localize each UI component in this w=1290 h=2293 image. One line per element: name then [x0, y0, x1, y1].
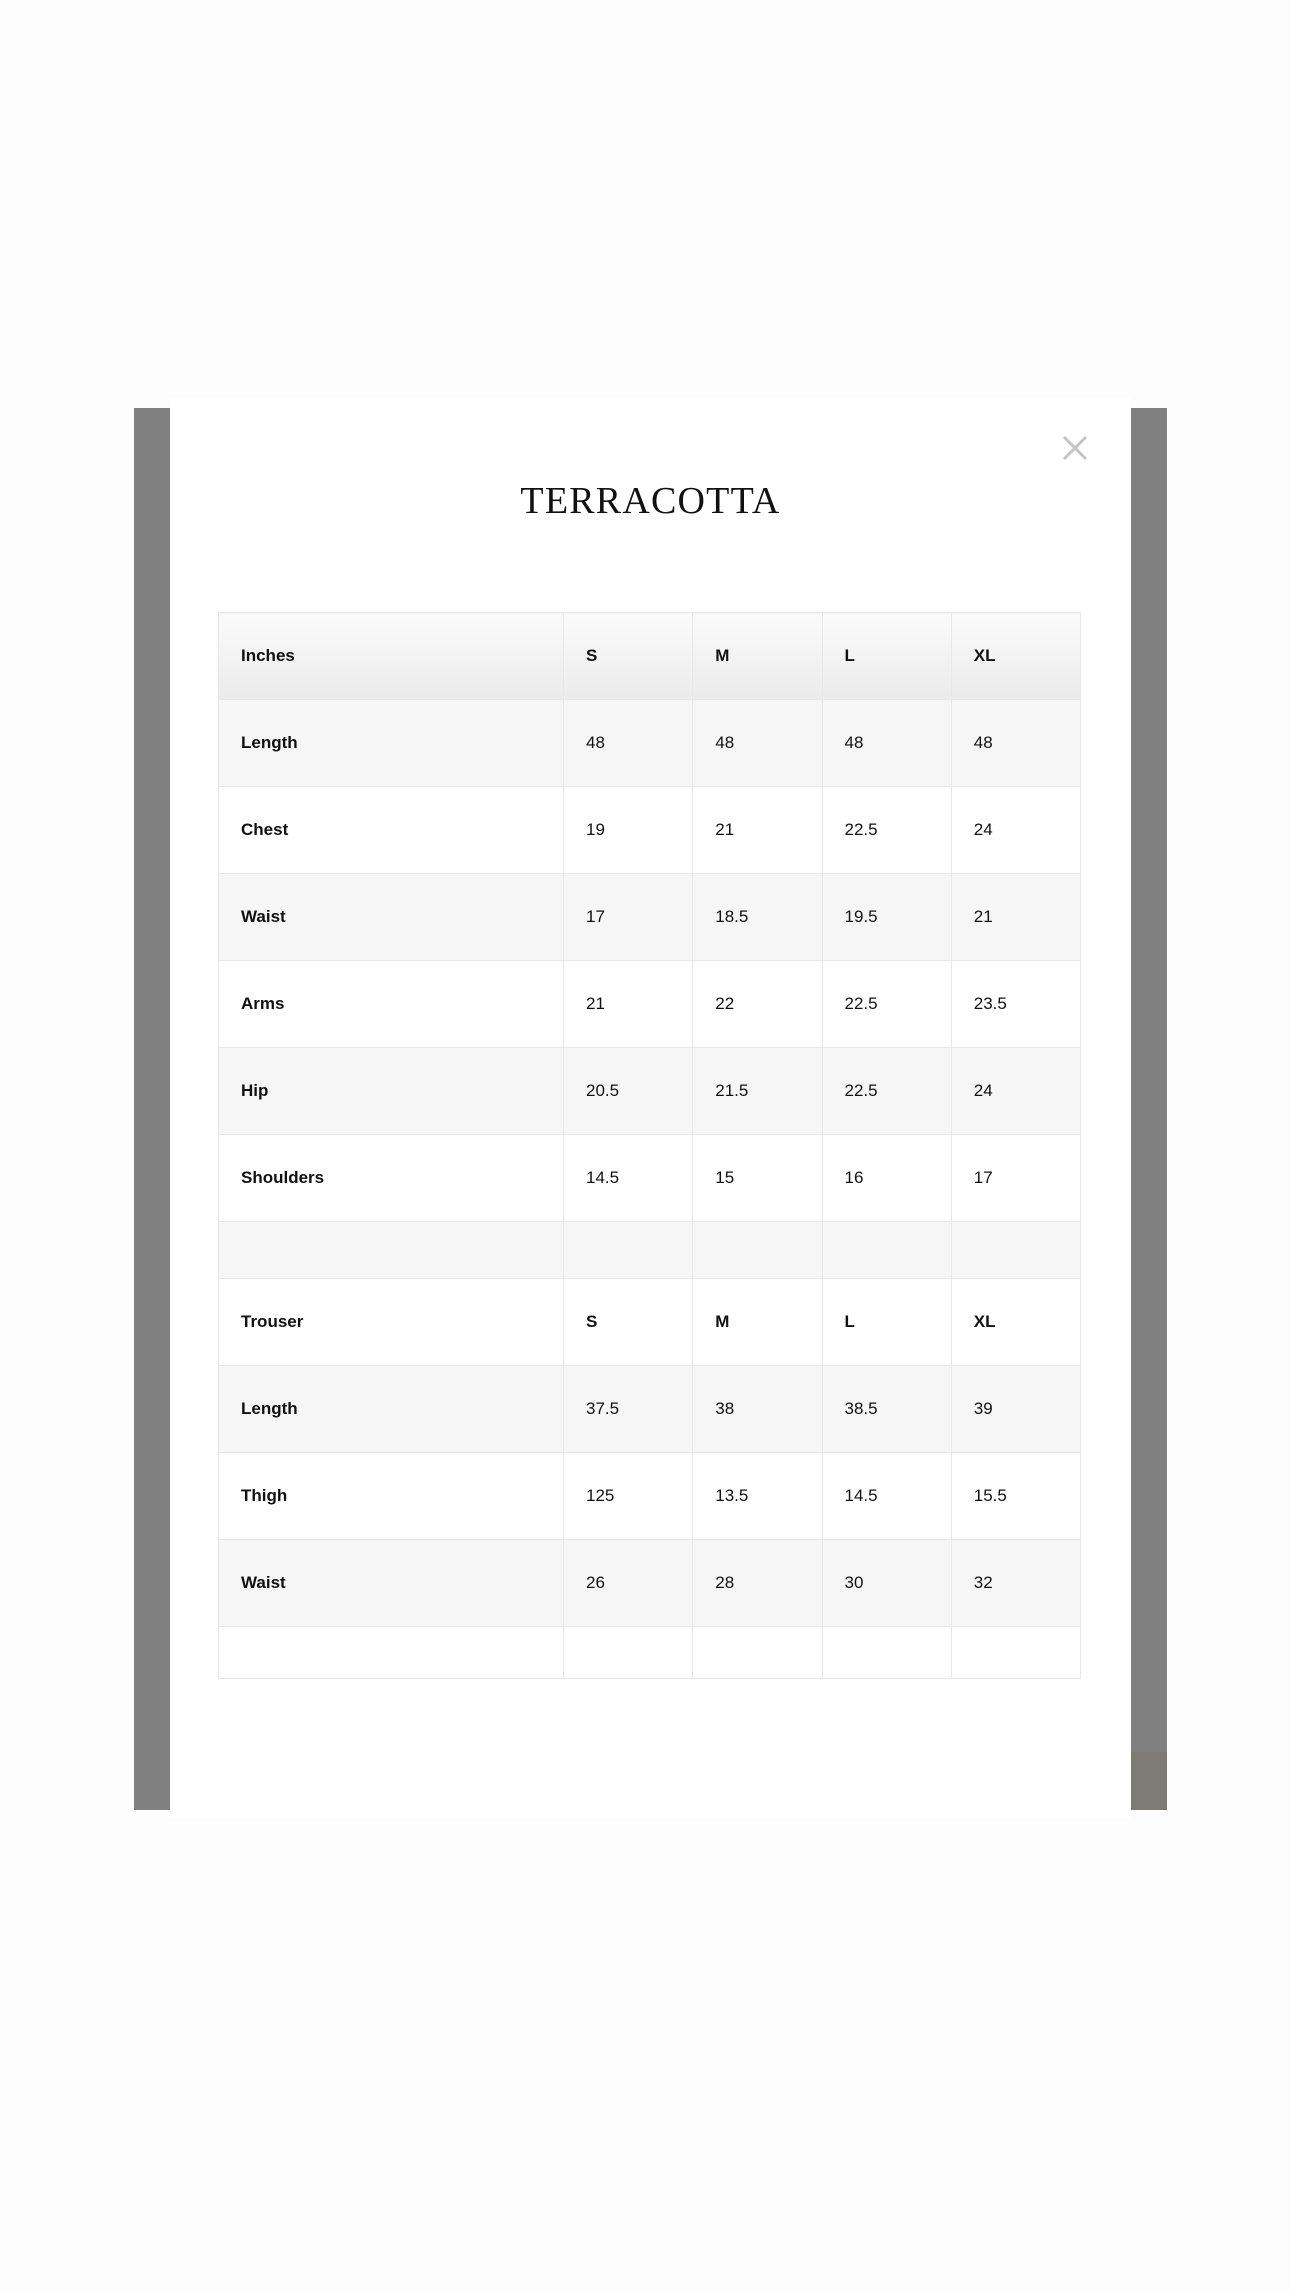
row-label-cell: Waist [219, 1540, 564, 1627]
value-cell: 30 [822, 1540, 951, 1627]
value-cell: 15.5 [951, 1453, 1080, 1540]
value-cell: XL [951, 1279, 1080, 1366]
size-chart-table-wrapper [218, 612, 1080, 1679]
row-label-cell: Hip [219, 1048, 564, 1135]
column-header-xl: XL [951, 613, 1080, 700]
value-cell [951, 1222, 1080, 1279]
table-row [219, 961, 1081, 1048]
value-cell: 19.5 [822, 874, 951, 961]
column-header-m: M [693, 613, 822, 700]
value-cell [822, 1222, 951, 1279]
row-label-cell: Thigh [219, 1453, 564, 1540]
value-cell: 48 [564, 700, 693, 787]
value-cell: 22.5 [822, 961, 951, 1048]
table-row [219, 700, 1081, 787]
value-cell [564, 1222, 693, 1279]
value-cell: 28 [693, 1540, 822, 1627]
column-header-l: L [822, 613, 951, 700]
value-cell: 22 [693, 961, 822, 1048]
value-cell: 23.5 [951, 961, 1080, 1048]
value-cell [693, 1222, 822, 1279]
value-cell: 15 [693, 1135, 822, 1222]
value-cell [951, 1627, 1080, 1679]
value-cell: 37.5 [564, 1366, 693, 1453]
value-cell: 14.5 [564, 1135, 693, 1222]
value-cell: S [564, 1279, 693, 1366]
value-cell: 21 [693, 787, 822, 874]
value-cell: 18.5 [693, 874, 822, 961]
value-cell: 48 [693, 700, 822, 787]
value-cell: 16 [822, 1135, 951, 1222]
value-cell: 48 [822, 700, 951, 787]
size-chart-table [218, 612, 1081, 1679]
value-cell: 19 [564, 787, 693, 874]
row-label-cell [219, 1222, 564, 1279]
left-scroll-bar[interactable] [134, 408, 170, 1810]
value-cell: 39 [951, 1366, 1080, 1453]
value-cell: 13.5 [693, 1453, 822, 1540]
column-header-inches: Inches [219, 613, 564, 700]
value-cell [822, 1627, 951, 1679]
table-header [219, 613, 1081, 700]
table-section-header-row [219, 1279, 1081, 1366]
page-title: TERRACOTTA [520, 480, 781, 522]
row-label-cell: Length [219, 700, 564, 787]
table-row [219, 1048, 1081, 1135]
close-button[interactable] [1053, 426, 1097, 470]
row-label-cell: Length [219, 1366, 564, 1453]
table-row [219, 1540, 1081, 1627]
value-cell: 22.5 [822, 1048, 951, 1135]
right-scroll-bar[interactable] [1131, 408, 1167, 1810]
table-row [219, 1453, 1081, 1540]
table-tail-row [219, 1627, 1081, 1679]
size-chart-modal [170, 398, 1131, 1818]
value-cell: 21.5 [693, 1048, 822, 1135]
value-cell: 48 [951, 700, 1080, 787]
value-cell: 38.5 [822, 1366, 951, 1453]
row-label-cell [219, 1627, 564, 1679]
value-cell: M [693, 1279, 822, 1366]
value-cell: 38 [693, 1366, 822, 1453]
row-label-cell: Shoulders [219, 1135, 564, 1222]
value-cell: 20.5 [564, 1048, 693, 1135]
row-label-cell: Trouser [219, 1279, 564, 1366]
table-spacer-row [219, 1222, 1081, 1279]
row-label-cell: Arms [219, 961, 564, 1048]
close-icon [1053, 426, 1097, 470]
value-cell: 24 [951, 787, 1080, 874]
value-cell: 17 [564, 874, 693, 961]
value-cell: 32 [951, 1540, 1080, 1627]
value-cell: 17 [951, 1135, 1080, 1222]
table-row [219, 874, 1081, 961]
row-label-cell: Waist [219, 874, 564, 961]
value-cell [564, 1627, 693, 1679]
table-row [219, 787, 1081, 874]
value-cell: 26 [564, 1540, 693, 1627]
value-cell: 24 [951, 1048, 1080, 1135]
value-cell: 21 [564, 961, 693, 1048]
table-row [219, 1366, 1081, 1453]
table-row [219, 1135, 1081, 1222]
column-header-s: S [564, 613, 693, 700]
table-header-row [219, 613, 1081, 700]
value-cell: 22.5 [822, 787, 951, 874]
value-cell: 14.5 [822, 1453, 951, 1540]
value-cell: L [822, 1279, 951, 1366]
table-body [219, 700, 1081, 1679]
row-label-cell: Chest [219, 787, 564, 874]
value-cell: 125 [564, 1453, 693, 1540]
value-cell: 21 [951, 874, 1080, 961]
value-cell [693, 1627, 822, 1679]
